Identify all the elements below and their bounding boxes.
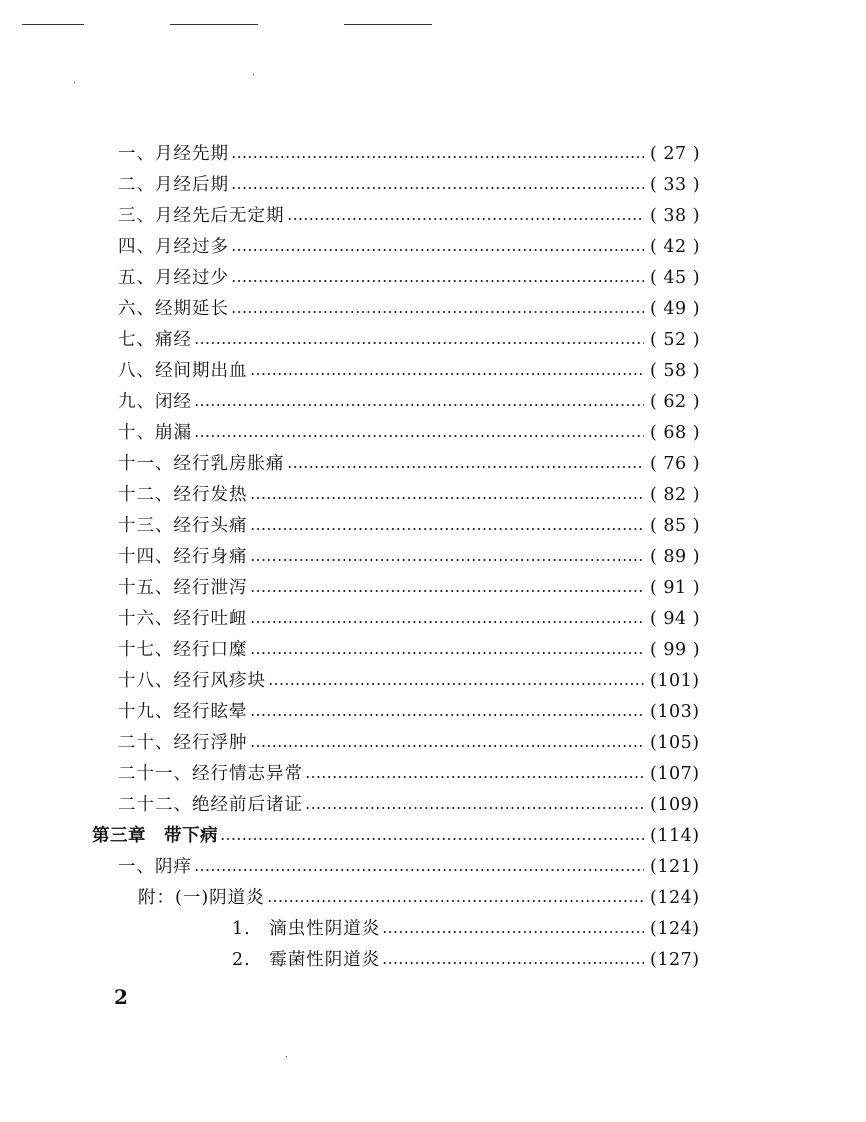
toc-entry-page: ( 27 ) xyxy=(650,144,701,164)
dot-leader xyxy=(305,807,644,809)
dot-leader xyxy=(250,714,645,716)
toc-entry-title: 十四、经行身痛 xyxy=(118,547,248,567)
toc-entry-title: 一、阴痒 xyxy=(118,857,192,877)
dot-leader xyxy=(250,652,645,654)
toc-entry-title: 十六、经行吐衄 xyxy=(118,609,248,629)
toc-entry-page: (114) xyxy=(650,826,700,846)
toc-entry-title: 一、月经先期 xyxy=(118,144,229,164)
toc-entry-page: (105) xyxy=(650,733,700,753)
toc-entry[interactable] xyxy=(118,233,708,261)
dot-leader xyxy=(250,559,645,561)
toc-entry-page: ( 82 ) xyxy=(650,485,701,505)
top-rule-left xyxy=(22,24,84,25)
toc-entry-title: 二十一、经行情志异常 xyxy=(118,764,303,784)
toc-entry[interactable] xyxy=(118,667,708,695)
toc-entry[interactable] xyxy=(118,202,708,230)
dot-leader xyxy=(194,342,644,344)
toc-entry[interactable] xyxy=(118,295,708,323)
toc-entry[interactable] xyxy=(118,574,708,602)
toc-entry[interactable] xyxy=(118,481,708,509)
toc-entry-page: ( 62 ) xyxy=(650,392,701,412)
top-rule-right xyxy=(344,24,432,25)
toc-entry[interactable] xyxy=(118,760,708,788)
toc-entry-page: (124) xyxy=(650,888,700,908)
dot-leader xyxy=(382,962,644,964)
toc-subentry[interactable] xyxy=(232,946,708,974)
dot-leader xyxy=(194,404,644,406)
toc-entry-title: 十八、经行风疹块 xyxy=(118,671,266,691)
toc-entry-title: 二、月经后期 xyxy=(118,175,229,195)
scan-speck xyxy=(253,74,254,75)
toc-chapter-title: 第三章 带下病 xyxy=(92,826,218,846)
toc-entry[interactable] xyxy=(118,729,708,757)
toc-entry-title: 2. 霉菌性阴道炎 xyxy=(232,950,381,970)
toc-entry[interactable] xyxy=(118,388,708,416)
scan-speck xyxy=(286,1056,287,1057)
toc-entry[interactable] xyxy=(118,698,708,726)
toc-entry[interactable] xyxy=(118,543,708,571)
toc-entry-page: ( 89 ) xyxy=(650,547,701,567)
toc-entry[interactable] xyxy=(118,264,708,292)
toc-entry-page: ( 45 ) xyxy=(650,268,701,288)
toc-entry-page: ( 68 ) xyxy=(650,423,701,443)
toc-entry[interactable] xyxy=(118,357,708,385)
toc-entry-title: 十七、经行口糜 xyxy=(118,640,248,660)
dot-leader xyxy=(250,497,645,499)
toc-entry-title: 十九、经行眩晕 xyxy=(118,702,248,722)
dot-leader xyxy=(250,621,645,623)
dot-leader xyxy=(231,249,644,251)
toc-entry-page: ( 76 ) xyxy=(650,454,701,474)
toc-entry-page: ( 38 ) xyxy=(650,206,701,226)
toc-entry-title: 七、痛经 xyxy=(118,330,192,350)
toc-entry-page: (103) xyxy=(650,702,700,722)
toc-entry[interactable] xyxy=(118,605,708,633)
toc-entry-page: ( 52 ) xyxy=(650,330,701,350)
toc-entry[interactable] xyxy=(118,853,708,881)
toc-entry-title: 十一、经行乳房胀痛 xyxy=(118,454,285,474)
dot-leader xyxy=(382,931,644,933)
dot-leader xyxy=(231,156,644,158)
toc-entry[interactable] xyxy=(118,636,708,664)
toc-entry-page: ( 33 ) xyxy=(650,175,701,195)
toc-entry-page: ( 85 ) xyxy=(650,516,701,536)
toc-entry-title: 十五、经行泄泻 xyxy=(118,578,248,598)
dot-leader xyxy=(220,838,644,840)
dot-leader xyxy=(194,869,644,871)
toc-entry-title: 六、经期延长 xyxy=(118,299,229,319)
toc-entry-title: 十、崩漏 xyxy=(118,423,192,443)
toc-entry[interactable] xyxy=(118,791,708,819)
toc-entry-title: 四、月经过多 xyxy=(118,237,229,257)
dot-leader xyxy=(267,900,644,902)
dot-leader xyxy=(250,528,645,530)
toc-subentry[interactable] xyxy=(138,884,708,912)
toc-entry-page: (107) xyxy=(650,764,700,784)
dot-leader xyxy=(268,683,644,685)
scan-speck xyxy=(74,82,75,83)
toc-entry-page: (127) xyxy=(650,950,700,970)
toc-entry-title: 三、月经先后无定期 xyxy=(118,206,285,226)
dot-leader xyxy=(250,590,645,592)
toc-entry-page: ( 99 ) xyxy=(650,640,701,660)
toc-entry-page: ( 42 ) xyxy=(650,237,701,257)
toc-entry-title: 二十、经行浮肿 xyxy=(118,733,248,753)
toc-entry[interactable] xyxy=(118,140,708,168)
toc-entry-title: 附：(一)阴道炎 xyxy=(138,888,265,908)
dot-leader xyxy=(250,373,645,375)
toc-entry-title: 十三、经行头痛 xyxy=(118,516,248,536)
dot-leader xyxy=(305,776,644,778)
toc-entry-page: ( 58 ) xyxy=(650,361,701,381)
dot-leader xyxy=(231,280,644,282)
top-rule-middle xyxy=(170,24,258,25)
dot-leader xyxy=(231,311,644,313)
toc-entry[interactable] xyxy=(118,326,708,354)
dot-leader xyxy=(231,187,644,189)
toc-subentry[interactable] xyxy=(232,915,708,943)
toc-entry-page: (109) xyxy=(650,795,700,815)
dot-leader xyxy=(250,745,645,747)
page-number: 2 xyxy=(114,985,128,1009)
toc-chapter-entry[interactable] xyxy=(92,822,708,850)
dot-leader xyxy=(287,466,645,468)
toc-entry-page: (124) xyxy=(650,919,700,939)
toc-entry[interactable] xyxy=(118,419,708,447)
toc-entry-page: ( 49 ) xyxy=(650,299,701,319)
toc-entry-page: ( 91 ) xyxy=(650,578,701,598)
toc-entry-page: (101) xyxy=(650,671,700,691)
toc-entry[interactable] xyxy=(118,171,708,199)
toc-entry-title: 二十二、绝经前后诸证 xyxy=(118,795,303,815)
toc-entry-title: 九、闭经 xyxy=(118,392,192,412)
toc-entry[interactable] xyxy=(118,450,708,478)
toc-entry-title: 五、月经过少 xyxy=(118,268,229,288)
toc-entry-title: 八、经间期出血 xyxy=(118,361,248,381)
toc-entry[interactable] xyxy=(118,512,708,540)
dot-leader xyxy=(194,435,644,437)
toc-entry-page: (121) xyxy=(650,857,700,877)
toc-entry-page: ( 94 ) xyxy=(650,609,701,629)
toc-entry-title: 十二、经行发热 xyxy=(118,485,248,505)
toc-entry-title: 1. 滴虫性阴道炎 xyxy=(232,919,381,939)
dot-leader xyxy=(287,218,645,220)
